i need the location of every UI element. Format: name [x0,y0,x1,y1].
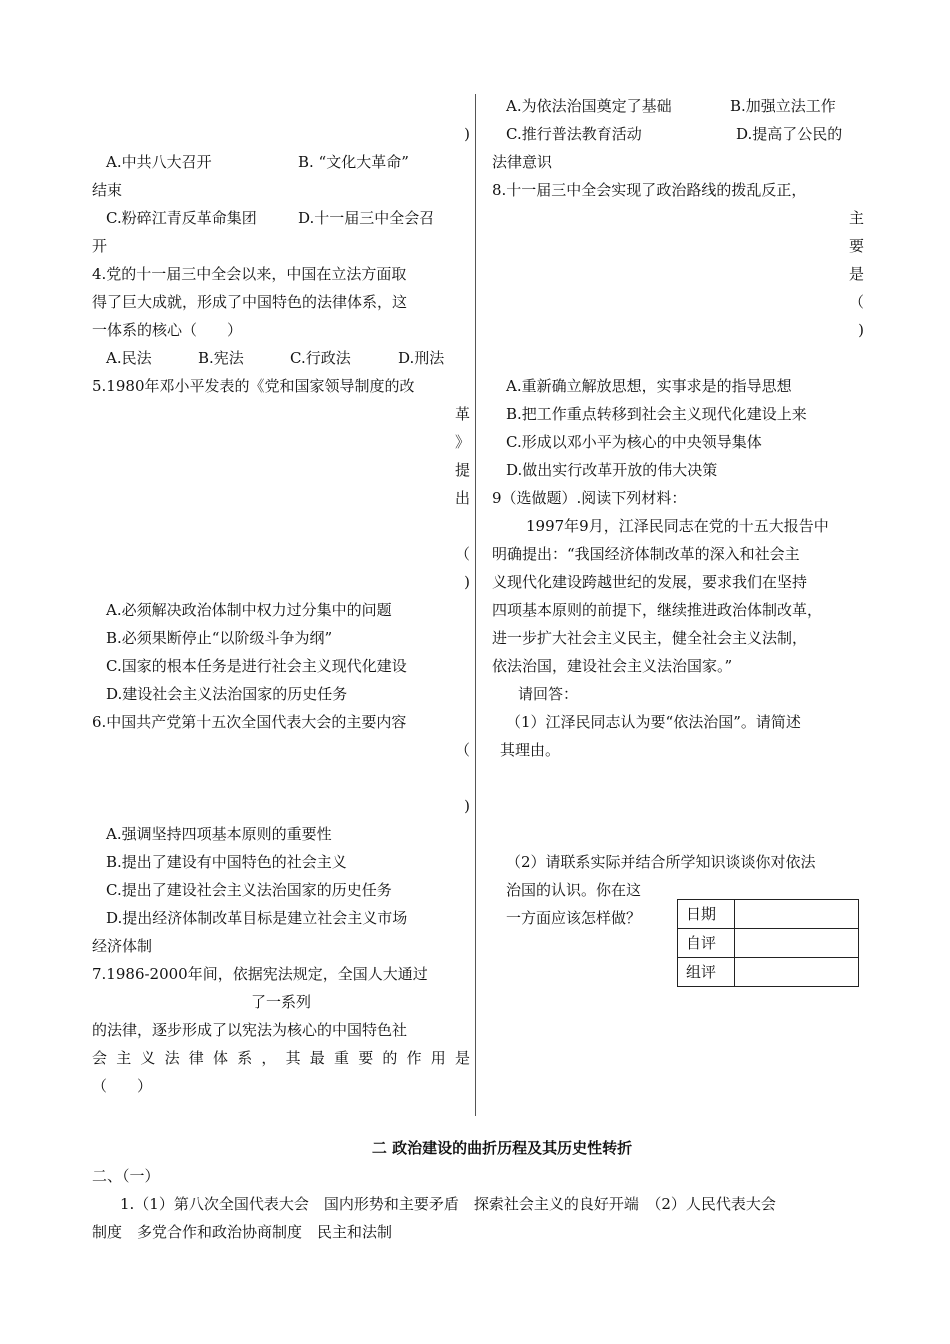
q9-material-2: 明确提出：“我国经济体制改革的深入和社会主 [492,545,800,563]
q4-line-3: 一体系的核心（ ） [92,321,243,339]
q9-line-1: 9（选做题）.阅读下列材料： [492,489,687,507]
q9-ask: 请回答： [518,685,579,703]
q5-vert-2: 》 [454,433,470,451]
q6-option-b: B.提出了建设有中国特色的社会主义 [106,853,347,871]
self-eval-field[interactable] [735,929,859,958]
q8-option-a: A.重新确立解放思想，实事求是的指导思想 [506,377,792,395]
q4-option-c: C.行政法 [290,349,351,367]
q9-part2-line-2: 治国的认识。你在这 [506,881,642,899]
q5-vert-1: 革 [454,405,470,423]
q7-option-ab [492,92,864,120]
q8-vert-3: 是 [848,265,864,283]
q9-material-4: 四项基本原则的前提下，继续推进政治体制改革， [492,601,823,619]
q3-tail: ) [464,125,470,143]
q5-line-1: 5.1980年邓小平发表的《党和国家领导制度的改 [92,377,415,395]
q8-option-d: D.做出实行改革开放的伟大决策 [506,461,718,479]
group-eval-label: 组评 [678,958,735,987]
answer-line-1: 1.（1）第八次全国代表大会 国内形势和主要矛盾 探索社会主义的良好开端 （2）人民代表大会 [120,1195,776,1213]
q6-option-c: C.提出了建设社会主义法治国家的历史任务 [106,881,392,899]
q7-option-d-cont: 法律意识 [492,153,553,171]
q4-line-1: 4.党的十一届三中全会以来，中国在立法方面取 [92,265,407,283]
q4-line-2: 得了巨大成就，形成了中国特色的法律体系，这 [92,293,408,311]
q9-material-1: 1997年9月，江泽民同志在党的十五大报告中 [526,517,829,535]
table-row [678,958,859,987]
q5-vert-4: 出 [454,489,470,507]
q3-option-a: A.中共八大召开 [106,153,212,171]
q8-option-b: B.把工作重点转移到社会主义现代化建设上来 [506,405,807,423]
q3-option-c: C.粉碎江青反革命集团 [106,209,257,227]
q6-option-d: D.提出经济体制改革目标是建立社会主义市场 [106,909,408,927]
q3-option-b-cont: 结束 [92,181,123,199]
q5-vert-6: ) [464,573,470,591]
q7-option-d: D.提高了公民的 [736,125,843,143]
q4-option-d: D.刑法 [398,349,445,367]
q6-option-d-cont: 经济体制 [92,937,153,955]
q7-line-3: 的法律，逐步形成了以宪法为核心的中国特色社 [92,1021,408,1039]
answer-section [92,1134,872,1246]
q8-vert-4: （ [848,293,864,311]
q7-line-4: 会主义法律体系，其最重要的作用是 [92,1049,470,1067]
right-column [492,92,864,932]
q8-vert-2: 要 [848,237,864,255]
q9-material-5: 进一步扩大社会主义民主，健全社会主义法制， [492,629,808,647]
q5-option-d: D.建设社会主义法治国家的历史任务 [106,685,348,703]
q7-option-c: C.推行普法教育活动 [506,125,642,143]
q6-close: ) [464,797,470,815]
q7-line-1: 7.1986-2000年间，依据宪法规定，全国人大通过 [92,965,428,983]
answer-line-2: 制度 多党合作和政治协商制度 民主和法制 [92,1223,393,1241]
evaluation-table [677,899,859,987]
answer-heading: 二、（一） [92,1167,160,1185]
q7-option-a: A.为依法治国奠定了基础 [506,97,672,115]
q6-open: （ [454,741,470,759]
q7-option-cd [492,120,864,148]
q4-option-a: A.民法 [106,349,152,367]
q5-option-a: A.必须解决政治体制中权力过分集中的问题 [106,601,392,619]
date-label: 日期 [678,900,735,929]
q5-option-c: C.国家的根本任务是进行社会主义现代化建设 [106,657,407,675]
column-divider [475,94,476,1116]
q8-close: ) [858,321,864,339]
q9-material-3: 义现代化建设跨越世纪的发展，要求我们在坚持 [492,573,808,591]
table-row [678,900,859,929]
q6-line-1: 6.中国共产党第十五次全国代表大会的主要内容 [92,713,407,731]
q9-part2-line-3: 一方面应该怎样做？ [506,909,642,927]
q4-option-b: B.宪法 [198,349,244,367]
q7-line-5: （ ） [92,1077,153,1095]
q3-option-b: B. “文化大革命” [298,153,409,171]
q5-option-b: B.必须果断停止“以阶级斗争为纲” [106,629,333,647]
q9-part2-line-1: （2）请联系实际并结合所学知识谈谈你对依法 [506,853,816,871]
group-eval-field[interactable] [735,958,859,987]
q6-option-a: A.强调坚持四项基本原则的重要性 [106,825,332,843]
q5-vert-5: （ [454,545,470,563]
q8-option-c: C.形成以邓小平为核心的中央领导集体 [506,433,762,451]
q7-option-b: B.加强立法工作 [730,97,836,115]
q4-options [92,344,470,372]
date-field[interactable] [735,900,859,929]
q5-vert-3: 提 [454,461,470,479]
q9-part1-line-1: （1）江泽民同志认为要“依法治国”。请简述 [506,713,801,731]
section-title: 二 政治建设的曲折历程及其历史性转折 [371,1139,633,1157]
self-eval-label: 自评 [678,929,735,958]
q8-vert-1: 主 [848,209,864,227]
q3-option-cd [92,204,470,232]
left-column [92,92,470,1100]
q7-line-2: 了一系列 [250,993,311,1011]
q9-part1-line-2: 其理由。 [500,741,561,759]
q8-line-1: 8.十一届三中全会实现了政治路线的拨乱反正， [492,181,807,199]
q3-option-d: D.十一届三中全会召 [298,209,435,227]
q3-option-ab [92,148,470,176]
q9-material-6: 依法治国，建设社会主义法治国家。” [492,657,733,675]
table-row [678,929,859,958]
q3-option-d-cont: 开 [92,237,108,255]
